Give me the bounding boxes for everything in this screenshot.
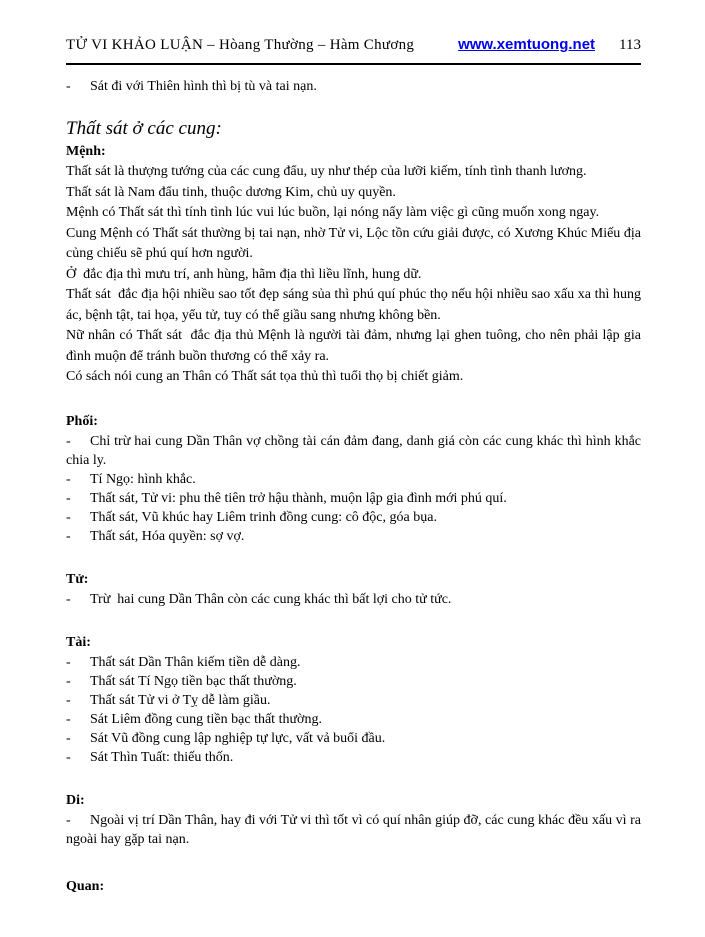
paragraph: Có sách nói cung an Thân có Thất sát tọa thủ thì tuổi thọ bị chiết giảm.: [66, 369, 464, 384]
dash-marker: -: [66, 730, 71, 746]
dash-marker: -: [66, 433, 71, 449]
list-item: [66, 432, 645, 470]
paragraph: Nữ nhân có Thất sát đắc địa thủ Mệnh là người tài đảm, nhưng lại ghen tuông, cho nên phải lập gia đình muộn để tránh buồn thương có thể xảy ra.: [66, 328, 645, 364]
list-item-text: Thất sát, Hóa quyền: sợ vợ.: [90, 528, 245, 544]
section-title: Thất sát ở các cung:: [66, 118, 222, 139]
list-item: [66, 691, 641, 710]
list-item-text: Ngoài vị trí Dần Thân, hay đi với Tử vi thì tốt vì có quí nhân giúp đỡ, các cung khác đều xấu vì ra ngoài hay gặp tai nạn.: [66, 812, 645, 847]
list-item-text: Thất sát, Tử vi: phu thê tiên trở hậu thành, muộn lập gia đình mới phú quí.: [90, 490, 507, 506]
list-item: [66, 729, 641, 748]
list-item-text: Sát Thìn Tuất: thiếu thốn.: [90, 749, 234, 765]
paragraph: Thất sát là thượng tướng của các cung đẩu, uy như thép của lưỡi kiếm, tính tình thanh lương.: [66, 164, 587, 179]
list-item-text: Thất sát Tử vi ở Tỵ dễ làm giầu.: [90, 692, 271, 708]
dash-marker: -: [66, 654, 71, 670]
paragraph: Thất sát đắc địa hội nhiều sao tốt đẹp sáng sủa thì phú quí phúc thọ nếu hội nhiều sao xấu xa thì hung ác, bệnh tật, tai họa, yểu tử, tuy có thể giầu sang nhưng không bền.: [66, 287, 645, 323]
dash-marker: -: [66, 591, 71, 607]
paragraph: Ở đắc địa thì mưu trí, anh hùng, hãm địa thì liều lĩnh, hung dữ.: [66, 266, 422, 282]
header-right: [458, 36, 641, 54]
dash-marker: -: [66, 749, 71, 765]
dash-marker: -: [66, 509, 71, 525]
heading-tai: Tài:: [66, 634, 91, 650]
heading-di: Di:: [66, 792, 85, 808]
paragraph: Mệnh có Thất sát thì tính tình lúc vui lúc buồn, lại nóng nẩy làm việc gì cũng muốn xong ngay.: [66, 205, 600, 220]
list-item-text: Sát Vũ đồng cung lập nghiệp tự lực, vất vả buổi đầu.: [90, 730, 386, 746]
list-item-text: Thất sát, Vũ khúc hay Liêm trinh đồng cung: cô độc, góa bụa.: [90, 509, 437, 525]
dash-marker: -: [66, 471, 71, 487]
book-title: TỬ VI KHẢO LUẬN – Hòang Thường – Hàm Chương: [66, 37, 415, 53]
heading-quan: Quan:: [66, 878, 105, 894]
list-item: [66, 653, 641, 672]
intro-bullet-text: Sát đi với Thiên hình thì bị tù và tai nạn.: [90, 79, 317, 94]
page-number: 113: [619, 37, 641, 53]
paragraph: Thất sát là Nam đẩu tinh, thuộc dương Kim, chủ uy quyền.: [66, 184, 396, 200]
list-item-text: Thất sát Dần Thân kiếm tiền dễ dàng.: [90, 654, 301, 670]
list-item-text: Trừ hai cung Dần Thân còn các cung khác thì bất lợi cho tử tức.: [90, 591, 452, 607]
dash-marker: -: [66, 490, 71, 506]
intro-bullet: [66, 77, 641, 96]
dash-marker: -: [66, 711, 71, 727]
website-link[interactable]: www.xemtuong.net: [458, 36, 596, 53]
list-item-text: Tí Ngọ: hình khắc.: [90, 471, 196, 487]
dash-marker: -: [66, 812, 71, 828]
list-item: [66, 508, 641, 527]
list-item: [66, 710, 641, 729]
heading-tu: Tử:: [66, 571, 89, 587]
list-item-text: Chỉ trừ hai cung Dần Thân vợ chồng tài cán đảm đang, danh giá còn các cung khác thì hình khắc chia ly.: [66, 433, 645, 468]
dash-marker: -: [66, 79, 71, 94]
page-header: [66, 36, 641, 65]
list-item: [66, 748, 641, 767]
list-item-text: Sát Liêm đồng cung tiền bạc thất thường.: [90, 711, 322, 727]
paragraph: Cung Mệnh có Thất sát thường bị tai nạn, nhờ Tử vi, Lộc tồn cứu giải được, có Xương Khúc Miếu địa củng chiếu sẽ phú quí hơn người.: [66, 225, 645, 261]
heading-menh: Mệnh:: [66, 144, 106, 159]
dash-marker: -: [66, 692, 71, 708]
list-item: [66, 527, 641, 546]
heading-phoi: Phối:: [66, 413, 98, 429]
list-item: [66, 590, 641, 609]
dash-marker: -: [66, 673, 71, 689]
dash-marker: -: [66, 528, 71, 544]
list-item: [66, 489, 641, 508]
list-item: [66, 672, 641, 691]
list-item: [66, 470, 641, 489]
list-item-text: Thất sát Tí Ngọ tiền bạc thất thường.: [90, 673, 297, 689]
list-item: [66, 811, 645, 849]
